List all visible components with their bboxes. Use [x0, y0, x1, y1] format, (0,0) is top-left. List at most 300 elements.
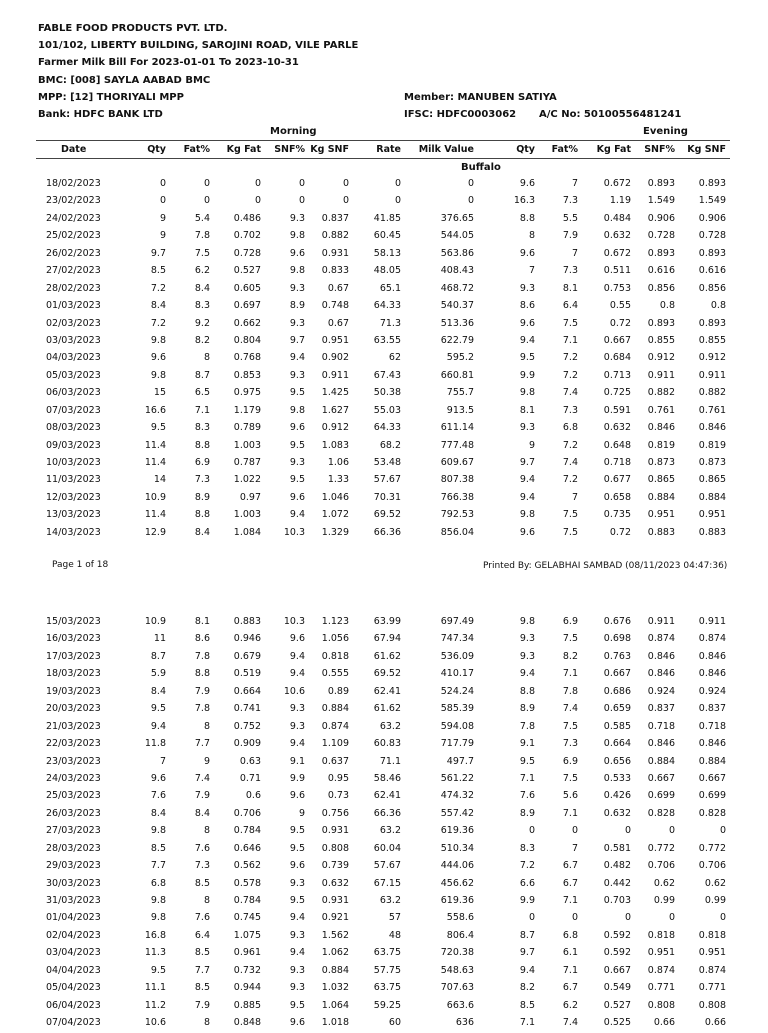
cell-qty-evening: 9.8 — [519, 616, 535, 627]
table-row — [0, 719, 768, 736]
cell-kgfat-morning: 0.646 — [233, 842, 261, 854]
cell-qty-morning: 7.7 — [150, 860, 166, 872]
cell-milk-value: 663.6 — [446, 999, 474, 1011]
cell-rate: 60 — [388, 1017, 401, 1029]
cell-kgsnf-evening: 0.874 — [698, 964, 726, 976]
cell-fat-evening: 7.1 — [562, 964, 578, 976]
cell-qty-evening: 8.9 — [519, 807, 535, 819]
cell-kgfat-morning: 0.728 — [233, 247, 261, 259]
cell-qty-morning: 9.6 — [150, 772, 166, 784]
cell-date: 26/03/2023 — [46, 807, 101, 819]
cell-snf-morning: 9.5 — [289, 842, 305, 854]
cell-kgfat-evening: 0.686 — [603, 685, 631, 697]
table-row — [0, 385, 768, 402]
cell-milk-value: 697.49 — [440, 616, 474, 627]
cell-date: 16/03/2023 — [46, 633, 101, 645]
cell-date: 21/03/2023 — [46, 720, 101, 732]
column-header-milk-value: Milk Value — [418, 144, 474, 155]
cell-qty-evening: 9 — [528, 439, 535, 451]
cell-snf-evening: 0.819 — [647, 439, 675, 451]
cell-rate: 57.67 — [373, 860, 401, 872]
cell-kgsnf-morning: 1.123 — [321, 616, 349, 627]
cell-fat-morning: 6.9 — [194, 457, 210, 468]
evening-group-header: Evening — [643, 126, 688, 137]
table-row — [0, 980, 768, 997]
cell-rate: 0 — [394, 178, 401, 189]
cell-snf-evening: 0.865 — [647, 474, 675, 486]
cell-kgfat-morning: 0.527 — [233, 265, 261, 277]
cell-fat-evening: 7.3 — [562, 738, 578, 750]
table-row — [0, 176, 768, 193]
cell-fat-morning: 7.9 — [194, 999, 210, 1011]
cell-kgsnf-evening: 0.828 — [698, 807, 726, 819]
table-row — [0, 998, 768, 1015]
cell-fat-evening: 7.3 — [562, 265, 578, 277]
cell-snf-morning: 9.3 — [289, 457, 305, 468]
cell-kgfat-morning: 1.003 — [233, 439, 261, 451]
cell-date: 07/04/2023 — [46, 1017, 101, 1029]
cell-milk-value: 755.7 — [446, 387, 474, 399]
cell-rate: 68.2 — [379, 439, 401, 451]
cell-kgfat-morning: 0.706 — [233, 807, 261, 819]
cell-fat-evening: 7.5 — [562, 317, 578, 329]
cell-fat-evening: 6.7 — [562, 982, 578, 994]
cell-kgsnf-evening: 0.873 — [698, 457, 726, 468]
cell-fat-evening: 6.4 — [562, 300, 578, 312]
cell-fat-morning: 7.9 — [194, 790, 210, 802]
cell-qty-evening: 9.1 — [519, 738, 535, 750]
cell-kgfat-evening: 0.656 — [603, 755, 631, 767]
cell-fat-evening: 7.5 — [562, 633, 578, 645]
cell-snf-morning: 9.5 — [289, 999, 305, 1011]
table-row — [0, 281, 768, 298]
cell-rate: 71.3 — [379, 317, 401, 329]
table-row — [0, 736, 768, 753]
cell-rate: 48 — [388, 929, 401, 941]
cell-kgfat-evening: 0.713 — [603, 369, 631, 381]
cell-snf-evening: 0.667 — [647, 772, 675, 784]
cell-kgfat-evening: 0.527 — [603, 999, 631, 1011]
cell-milk-value: 510.34 — [440, 842, 474, 854]
cell-qty-morning: 15 — [153, 387, 166, 399]
cell-kgfat-morning: 0 — [254, 195, 261, 207]
column-header-rate: Rate — [376, 144, 401, 155]
cell-kgsnf-morning: 0.89 — [327, 685, 349, 697]
cell-qty-evening: 9.5 — [519, 755, 535, 767]
cell-snf-morning: 9.8 — [289, 265, 305, 277]
cell-qty-evening: 9.8 — [519, 509, 535, 521]
cell-snf-morning: 9.3 — [289, 720, 305, 732]
cell-kgsnf-evening: 0 — [719, 912, 726, 924]
cell-kgsnf-evening: 0.856 — [698, 282, 726, 294]
cell-kgfat-evening: 0.632 — [603, 230, 631, 242]
cell-kgfat-evening: 0 — [624, 912, 631, 924]
table-row — [0, 316, 768, 333]
cell-kgsnf-evening: 0.846 — [698, 422, 726, 434]
cell-kgfat-evening: 0.592 — [603, 947, 631, 959]
column-header-qty-morning: Qty — [147, 144, 166, 155]
cell-kgfat-morning: 1.003 — [233, 509, 261, 521]
cell-fat-morning: 7.8 — [194, 703, 210, 715]
cell-rate: 69.52 — [373, 668, 401, 680]
cell-kgfat-evening: 0.672 — [603, 178, 631, 189]
cell-snf-morning: 9.4 — [289, 947, 305, 959]
cell-kgsnf-evening: 0.846 — [698, 650, 726, 662]
cell-fat-morning: 6.4 — [194, 929, 210, 941]
cell-milk-value: 474.32 — [440, 790, 474, 802]
cell-snf-evening: 0.874 — [647, 964, 675, 976]
table-row — [0, 823, 768, 840]
cell-kgsnf-evening: 0.951 — [698, 509, 726, 521]
cell-snf-morning: 9.8 — [289, 404, 305, 416]
table-row — [0, 525, 768, 542]
cell-kgfat-morning: 0.63 — [239, 755, 261, 767]
cell-kgsnf-evening: 0.906 — [698, 212, 726, 224]
table-row — [0, 806, 768, 823]
cell-snf-morning: 9.3 — [289, 929, 305, 941]
cell-qty-morning: 10.9 — [144, 491, 166, 503]
cell-fat-morning: 8.8 — [194, 509, 210, 521]
table-row — [0, 246, 768, 263]
cell-milk-value: 619.36 — [440, 895, 474, 906]
cell-fat-morning: 6.2 — [194, 265, 210, 277]
cell-kgsnf-morning: 1.056 — [321, 633, 349, 645]
cell-kgfat-morning: 0.768 — [233, 352, 261, 364]
cell-qty-evening: 9.4 — [519, 474, 535, 486]
cell-kgsnf-morning: 1.562 — [321, 929, 349, 941]
cell-qty-morning: 9 — [159, 230, 166, 242]
cell-fat-evening: 7.1 — [562, 895, 578, 906]
cell-date: 02/03/2023 — [46, 317, 101, 329]
cell-qty-evening: 9.7 — [519, 947, 535, 959]
cell-kgfat-morning: 1.179 — [233, 404, 261, 416]
cell-qty-morning: 0 — [159, 178, 166, 189]
cell-fat-morning: 7.7 — [194, 964, 210, 976]
cell-date: 28/02/2023 — [46, 282, 101, 294]
cell-fat-evening: 7 — [571, 247, 578, 259]
cell-kgsnf-morning: 0.739 — [321, 860, 349, 872]
cell-milk-value: 557.42 — [440, 807, 474, 819]
cell-qty-evening: 9.3 — [519, 422, 535, 434]
cell-milk-value: 548.63 — [440, 964, 474, 976]
cell-milk-value: 622.79 — [440, 334, 474, 346]
cell-rate: 62.41 — [373, 790, 401, 802]
cell-date: 30/03/2023 — [46, 877, 101, 889]
cell-date: 07/03/2023 — [46, 404, 101, 416]
cell-rate: 0 — [394, 195, 401, 207]
cell-date: 17/03/2023 — [46, 650, 101, 662]
table-row — [0, 963, 768, 980]
cell-kgsnf-evening: 0.882 — [698, 387, 726, 399]
cell-fat-evening: 6.8 — [562, 929, 578, 941]
cell-kgfat-evening: 0.753 — [603, 282, 631, 294]
cell-kgfat-evening: 0.632 — [603, 807, 631, 819]
cell-rate: 67.94 — [373, 633, 401, 645]
cell-kgfat-evening: 0.592 — [603, 929, 631, 941]
cell-fat-morning: 8.4 — [194, 282, 210, 294]
cell-milk-value: 636 — [455, 1017, 474, 1029]
cell-qty-morning: 9.8 — [150, 895, 166, 906]
cell-kgfat-morning: 0.784 — [233, 895, 261, 906]
cell-snf-morning: 9.6 — [289, 422, 305, 434]
cell-snf-evening: 0.882 — [647, 387, 675, 399]
cell-kgsnf-morning: 1.083 — [321, 439, 349, 451]
cell-qty-morning: 8.4 — [150, 685, 166, 697]
cell-rate: 57.75 — [373, 964, 401, 976]
cell-qty-morning: 11.3 — [144, 947, 166, 959]
cell-date: 23/03/2023 — [46, 755, 101, 767]
cell-qty-morning: 9.5 — [150, 964, 166, 976]
cell-date: 10/03/2023 — [46, 457, 101, 468]
cell-snf-morning: 9.3 — [289, 282, 305, 294]
cell-qty-morning: 8.5 — [150, 842, 166, 854]
cell-kgfat-morning: 0.752 — [233, 720, 261, 732]
cell-date: 14/03/2023 — [46, 526, 101, 538]
cell-kgfat-evening: 0.72 — [609, 317, 631, 329]
cell-qty-morning: 9.8 — [150, 825, 166, 837]
morning-group-header: Morning — [270, 126, 317, 137]
cell-fat-morning: 8 — [203, 1017, 210, 1029]
cell-fat-evening: 7.5 — [562, 772, 578, 784]
cell-qty-morning: 6.8 — [150, 877, 166, 889]
cell-milk-value: 806.4 — [446, 929, 474, 941]
cell-snf-evening: 0.66 — [653, 1017, 675, 1029]
cell-kgsnf-morning: 0.882 — [321, 230, 349, 242]
cell-snf-morning: 9.6 — [289, 790, 305, 802]
cell-qty-morning: 9.4 — [150, 720, 166, 732]
cell-snf-morning: 9.4 — [289, 509, 305, 521]
cell-kgsnf-evening: 0.951 — [698, 947, 726, 959]
cell-snf-evening: 0.808 — [647, 999, 675, 1011]
cell-qty-evening: 7.6 — [519, 790, 535, 802]
cell-qty-morning: 9.6 — [150, 352, 166, 364]
cell-milk-value: 747.34 — [440, 633, 474, 645]
cell-fat-evening: 7 — [571, 842, 578, 854]
cell-kgsnf-evening: 0.883 — [698, 526, 726, 538]
cell-fat-evening: 7.1 — [562, 334, 578, 346]
cell-kgsnf-morning: 1.06 — [327, 457, 349, 468]
cell-kgsnf-morning: 0.911 — [321, 369, 349, 381]
cell-qty-evening: 7 — [528, 265, 535, 277]
cell-snf-morning: 10.3 — [283, 616, 305, 627]
cell-fat-morning: 7.3 — [194, 474, 210, 486]
cell-qty-morning: 9.8 — [150, 912, 166, 924]
cell-milk-value: 536.09 — [440, 650, 474, 662]
cell-snf-evening: 0.906 — [647, 212, 675, 224]
cell-qty-morning: 8.4 — [150, 300, 166, 312]
cell-qty-evening: 9.4 — [519, 491, 535, 503]
cell-kgsnf-evening: 0 — [719, 825, 726, 837]
cell-snf-morning: 9.6 — [289, 860, 305, 872]
cell-fat-evening: 7.3 — [562, 404, 578, 416]
cell-kgsnf-evening: 0.846 — [698, 668, 726, 680]
cell-kgfat-evening: 0.442 — [603, 877, 631, 889]
table-row — [0, 614, 768, 631]
cell-snf-evening: 0.818 — [647, 929, 675, 941]
column-header-snf-evening: SNF% — [644, 144, 675, 155]
cell-kgfat-evening: 0.659 — [603, 703, 631, 715]
cell-rate: 48.05 — [373, 265, 401, 277]
cell-qty-evening: 8.1 — [519, 404, 535, 416]
table-row — [0, 858, 768, 875]
cell-snf-evening: 0 — [668, 912, 675, 924]
cell-rate: 63.99 — [373, 616, 401, 627]
table-row — [0, 193, 768, 210]
cell-kgsnf-morning: 1.329 — [321, 526, 349, 538]
cell-kgfat-evening: 1.19 — [609, 195, 631, 207]
cell-snf-evening: 0.718 — [647, 720, 675, 732]
cell-kgsnf-morning: 0 — [342, 195, 349, 207]
cell-kgsnf-morning: 0.748 — [321, 300, 349, 312]
cell-qty-morning: 12.9 — [144, 526, 166, 538]
cell-snf-evening: 0.846 — [647, 668, 675, 680]
cell-milk-value: 595.2 — [446, 352, 474, 364]
cell-snf-morning: 9.3 — [289, 317, 305, 329]
cell-milk-value: 497.7 — [446, 755, 474, 767]
cell-rate: 66.36 — [373, 526, 401, 538]
table-row — [0, 420, 768, 437]
cell-kgsnf-morning: 0.818 — [321, 650, 349, 662]
cell-milk-value: 410.17 — [440, 668, 474, 680]
cell-qty-evening: 9.6 — [519, 178, 535, 189]
cell-qty-morning: 8.4 — [150, 807, 166, 819]
table-row — [0, 350, 768, 367]
cell-snf-evening: 0.911 — [647, 616, 675, 627]
cell-rate: 63.2 — [379, 720, 401, 732]
table-row — [0, 490, 768, 507]
cell-kgsnf-evening: 0.893 — [698, 247, 726, 259]
cell-qty-evening: 6.6 — [519, 877, 535, 889]
cell-qty-morning: 7.2 — [150, 282, 166, 294]
cell-kgsnf-evening: 0.699 — [698, 790, 726, 802]
table-row — [0, 298, 768, 315]
cell-kgsnf-morning: 0.884 — [321, 703, 349, 715]
cell-snf-evening: 0.99 — [653, 895, 675, 906]
cell-kgsnf-morning: 0 — [342, 178, 349, 189]
cell-date: 18/03/2023 — [46, 668, 101, 680]
cell-snf-morning: 9.3 — [289, 212, 305, 224]
cell-snf-morning: 9.6 — [289, 633, 305, 645]
cell-kgsnf-morning: 1.072 — [321, 509, 349, 521]
cell-date: 19/03/2023 — [46, 685, 101, 697]
cell-kgsnf-morning: 0.756 — [321, 807, 349, 819]
cell-qty-evening: 8.8 — [519, 212, 535, 224]
cell-milk-value: 611.14 — [440, 422, 474, 434]
cell-kgfat-morning: 0.741 — [233, 703, 261, 715]
cell-kgsnf-evening: 0.771 — [698, 982, 726, 994]
cell-kgsnf-evening: 0.706 — [698, 860, 726, 872]
cell-milk-value: 585.39 — [440, 703, 474, 715]
table-row — [0, 684, 768, 701]
cell-rate: 61.62 — [373, 703, 401, 715]
cell-qty-evening: 0 — [528, 912, 535, 924]
cell-milk-value: 913.5 — [446, 404, 474, 416]
cell-fat-morning: 8.4 — [194, 807, 210, 819]
cell-qty-morning: 9.7 — [150, 247, 166, 259]
cell-kgsnf-morning: 1.33 — [327, 474, 349, 486]
cell-fat-evening: 6.8 — [562, 422, 578, 434]
table-row — [0, 211, 768, 228]
cell-rate: 71.1 — [379, 755, 401, 767]
cell-snf-morning: 9.9 — [289, 772, 305, 784]
cell-milk-value: 777.48 — [440, 439, 474, 451]
cell-snf-morning: 9.1 — [289, 755, 305, 767]
cell-snf-evening: 0.951 — [647, 947, 675, 959]
cell-qty-evening: 9.6 — [519, 247, 535, 259]
cell-qty-morning: 11.4 — [144, 457, 166, 468]
cell-snf-morning: 0 — [298, 178, 305, 189]
cell-qty-morning: 10.6 — [144, 1017, 166, 1029]
cell-milk-value: 563.86 — [440, 247, 474, 259]
table-row — [0, 701, 768, 718]
cell-kgfat-evening: 0.484 — [603, 212, 631, 224]
cell-date: 06/03/2023 — [46, 387, 101, 399]
cell-snf-morning: 9.5 — [289, 387, 305, 399]
cell-kgsnf-morning: 1.109 — [321, 738, 349, 750]
cell-qty-evening: 8.2 — [519, 982, 535, 994]
cell-kgsnf-evening: 0.818 — [698, 929, 726, 941]
column-header-kgfat-evening: Kg Fat — [596, 144, 631, 155]
cell-kgfat-evening: 0.698 — [603, 633, 631, 645]
table-row — [0, 472, 768, 489]
cell-rate: 64.33 — [373, 300, 401, 312]
cell-qty-evening: 9.5 — [519, 352, 535, 364]
cell-rate: 57.67 — [373, 474, 401, 486]
cell-fat-evening: 7.1 — [562, 807, 578, 819]
cell-fat-morning: 5.4 — [194, 212, 210, 224]
cell-snf-evening: 0.874 — [647, 633, 675, 645]
cell-qty-morning: 11.1 — [144, 982, 166, 994]
table-row — [0, 893, 768, 910]
cell-kgfat-evening: 0.525 — [603, 1017, 631, 1029]
cell-fat-morning: 7.6 — [194, 912, 210, 924]
cell-kgfat-morning: 0.679 — [233, 650, 261, 662]
cell-kgsnf-morning: 0.637 — [321, 755, 349, 767]
member-name: Member: MANUBEN SATIYA — [404, 92, 557, 103]
cell-qty-morning: 9.8 — [150, 334, 166, 346]
cell-kgsnf-morning: 1.046 — [321, 491, 349, 503]
cell-fat-evening: 7.4 — [562, 703, 578, 715]
bill-title: Farmer Milk Bill For 2023-01-01 To 2023-10-31 — [38, 57, 299, 68]
cell-snf-evening: 0.62 — [653, 877, 675, 889]
cell-milk-value: 561.22 — [440, 772, 474, 784]
cell-qty-morning: 16.6 — [144, 404, 166, 416]
cell-kgfat-evening: 0.581 — [603, 842, 631, 854]
table-row — [0, 455, 768, 472]
cell-rate: 57 — [388, 912, 401, 924]
cell-kgsnf-morning: 0.555 — [321, 668, 349, 680]
cell-date: 09/03/2023 — [46, 439, 101, 451]
cell-kgsnf-morning: 0.95 — [327, 772, 349, 784]
table-row — [0, 403, 768, 420]
cell-qty-evening: 7.2 — [519, 860, 535, 872]
cell-fat-morning: 8 — [203, 895, 210, 906]
cell-qty-evening: 8.8 — [519, 685, 535, 697]
cell-fat-evening: 7 — [571, 178, 578, 189]
cell-fat-morning: 6.5 — [194, 387, 210, 399]
cell-snf-evening: 0.951 — [647, 509, 675, 521]
cell-date: 28/03/2023 — [46, 842, 101, 854]
cell-qty-evening: 9.8 — [519, 387, 535, 399]
cell-kgsnf-evening: 0.874 — [698, 633, 726, 645]
cell-qty-evening: 7.8 — [519, 720, 535, 732]
cell-kgfat-morning: 0.697 — [233, 300, 261, 312]
table-row — [0, 910, 768, 927]
cell-snf-morning: 9.6 — [289, 491, 305, 503]
cell-kgfat-morning: 1.084 — [233, 526, 261, 538]
cell-fat-morning: 7.6 — [194, 842, 210, 854]
cell-kgsnf-morning: 0.912 — [321, 422, 349, 434]
